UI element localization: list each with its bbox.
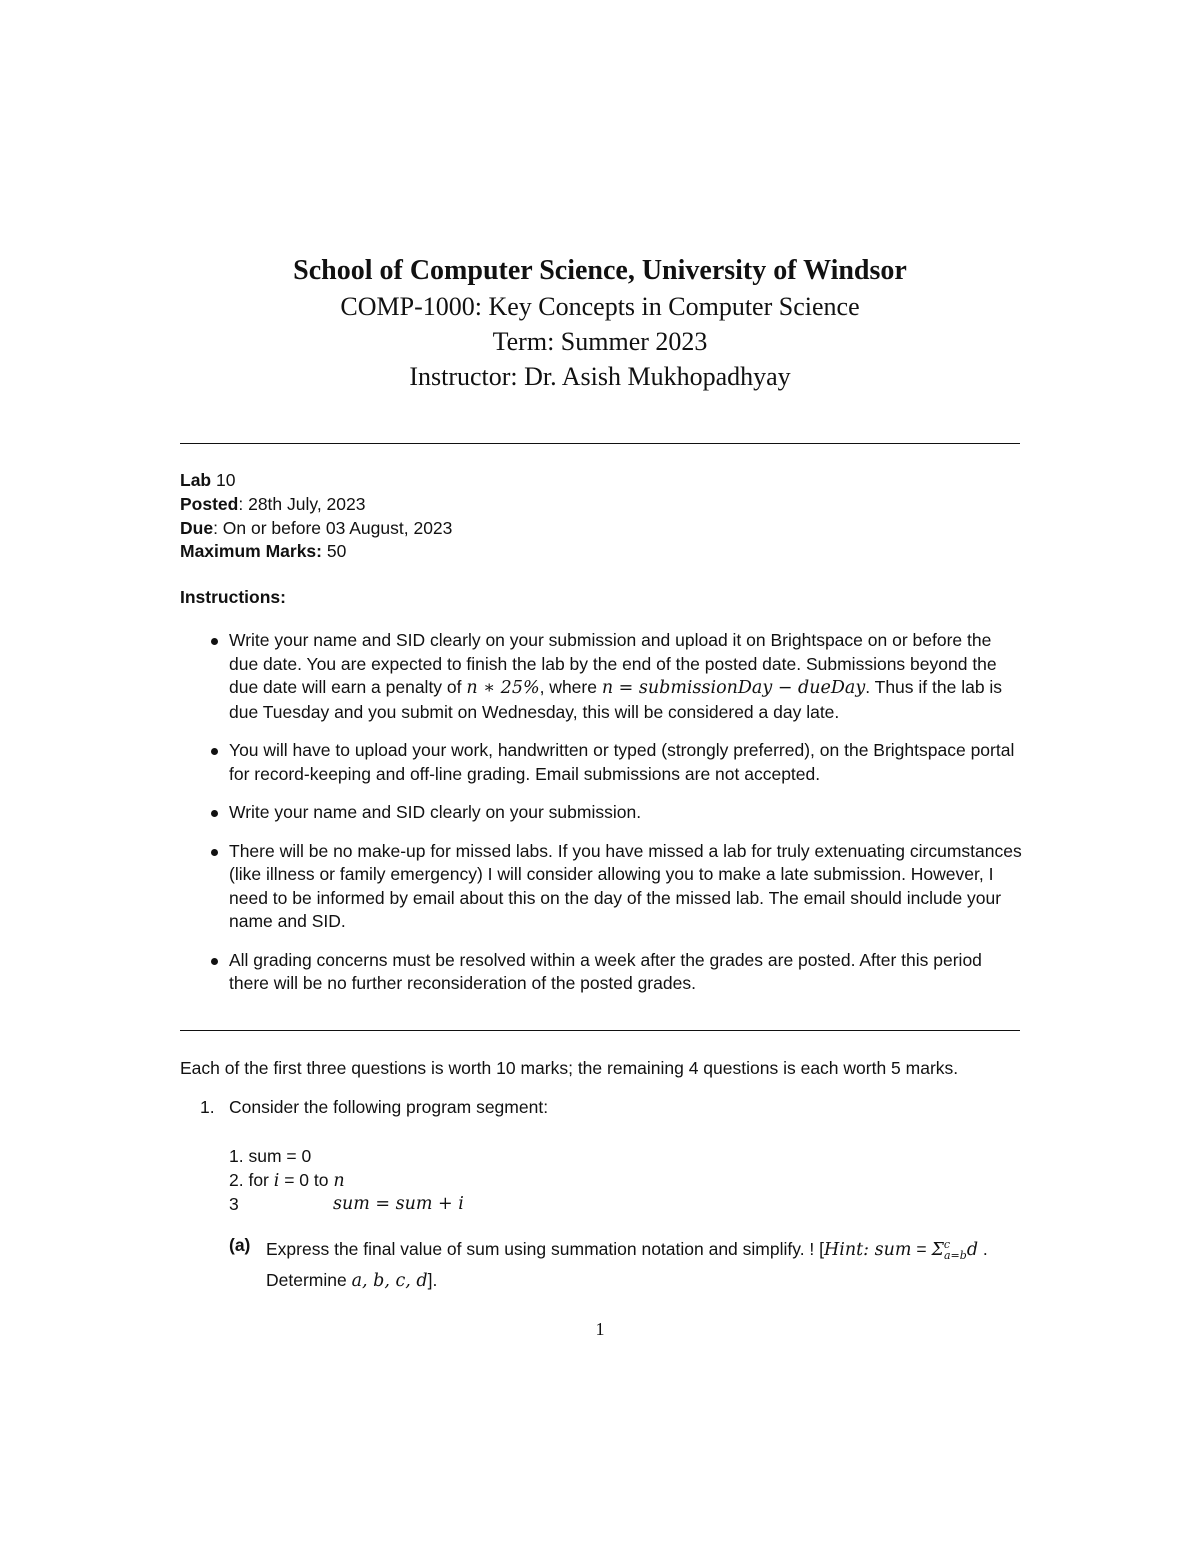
subquestion-label: (a) bbox=[229, 1235, 251, 1255]
lab-number: Lab 10 bbox=[180, 470, 236, 490]
code-line-2: 2. for i = 0 to n bbox=[229, 1170, 345, 1191]
program-segment bbox=[229, 1144, 464, 1216]
subquestion-text: Express the final value of sum using summation notation and simplify. ! [Hint: sum = $\Sigma^c_{a=b}d$ . Determine a, b, c, d]. bbox=[266, 1238, 988, 1292]
bullet-icon bbox=[211, 849, 218, 856]
lab-meta bbox=[180, 469, 452, 564]
document-header bbox=[180, 252, 1020, 394]
list-item: All grading concerns must be resolved within a week after the grades are posted. After this period there will be no further reconsideration of the posted grades. bbox=[180, 949, 1022, 996]
list-item: You will have to upload your work, handwritten or typed (strongly preferred), on the Brightspace portal for record-keeping and off-line grading. Email submissions are not accepted. bbox=[180, 739, 1022, 786]
question-text: Consider the following program segment: bbox=[229, 1097, 549, 1117]
list-item: Write your name and SID clearly on your submission and upload it on Brightspace on or before the due date. You are expected to finish the lab by the end of the posted date. Submissions beyond the due date will earn a penalty of n ∗ 25%, where n = submissionDay − dueDay. Thus if the lab is due Tuesday and you submit on Wednesday, this will be considered a day late. bbox=[180, 629, 1022, 724]
bottom-divider bbox=[180, 1030, 1020, 1031]
posted-date: Posted: 28th July, 2023 bbox=[180, 493, 366, 514]
school-title: School of Computer Science, University of Windsor bbox=[293, 255, 907, 286]
question-number: 1. bbox=[200, 1097, 215, 1117]
maximum-marks: Maximum Marks: 50 bbox=[180, 541, 347, 562]
course-title: COMP-1000: Key Concepts in Computer Science bbox=[340, 292, 860, 321]
list-item: Write your name and SID clearly on your submission. bbox=[180, 801, 1022, 825]
code-line-1: 1. sum = 0 bbox=[229, 1146, 312, 1166]
question-1a bbox=[229, 1233, 1021, 1293]
term-line: Term: Summer 2023 bbox=[492, 327, 708, 356]
due-date: Due: On or before 03 August, 2023 bbox=[180, 517, 453, 538]
page-number: 1 bbox=[595, 1319, 605, 1339]
instructions-list bbox=[180, 629, 1022, 1011]
top-divider bbox=[180, 443, 1020, 444]
list-item: There will be no make-up for missed labs. If you have missed a lab for truly extenuating circumstances (like illness or family emergency) I will consider allowing you to make a late submission. However, I need to be informed by email about this on the day of the missed lab. The email should include your name and SID. bbox=[180, 840, 1022, 934]
code-line-3: 3 sum = sum + i bbox=[229, 1194, 464, 1214]
bullet-icon bbox=[211, 810, 218, 817]
instructions-heading: Instructions: bbox=[180, 587, 286, 607]
bullet-icon bbox=[211, 638, 218, 645]
instructor-line: Instructor: Dr. Asish Mukhopadhyay bbox=[409, 362, 791, 391]
bullet-icon bbox=[211, 958, 218, 965]
marks-intro: Each of the first three questions is worth 10 marks; the remaining 4 questions is each worth 5 marks. bbox=[180, 1058, 959, 1078]
bullet-icon bbox=[211, 748, 218, 755]
